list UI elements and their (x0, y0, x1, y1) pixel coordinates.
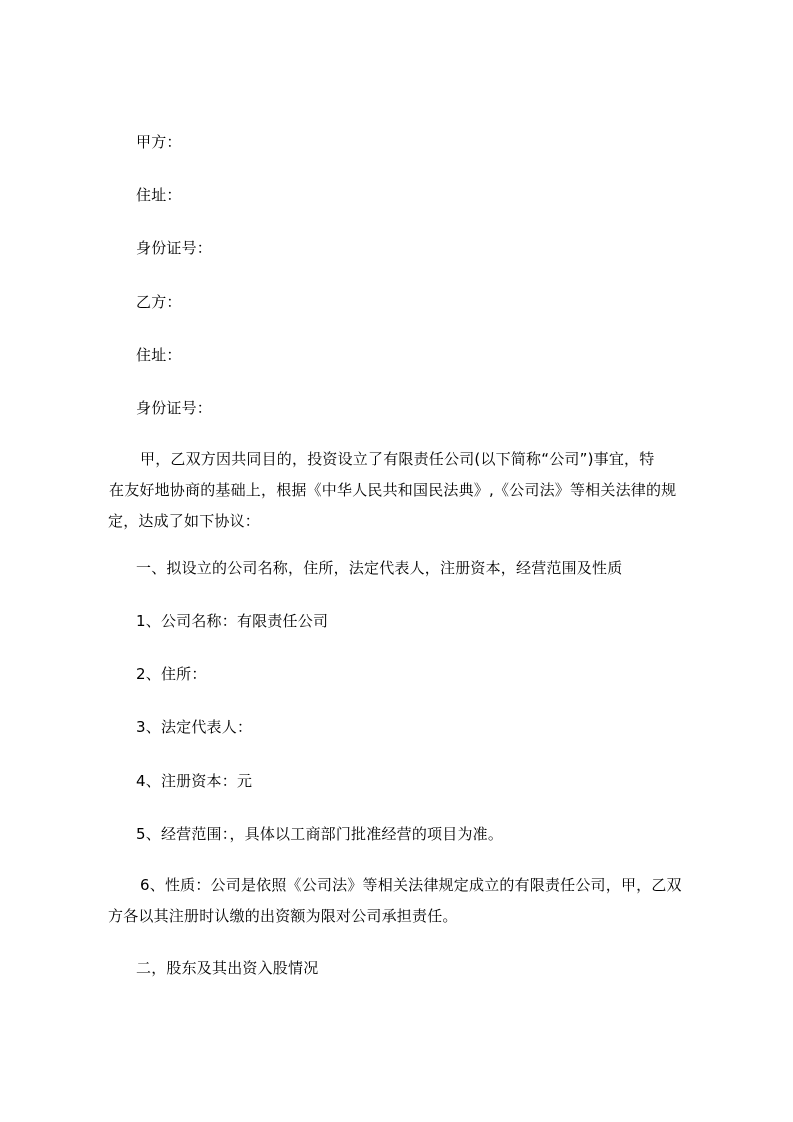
preamble-line-3: 定，达成了如下协议： (108, 512, 261, 530)
preamble-paragraph (0, 444, 793, 537)
item-6-line-2: 方各以其注册时认缴的出资额为限对公司承担责任。 (108, 907, 458, 925)
preamble-line-1: 甲，乙双方因共同目的，投资设立了有限责任公司(以下简称“公司”)事宜，特 (140, 450, 655, 468)
item-2-address: 2、住所： (136, 665, 207, 683)
item-5-business-scope: 5、经营范围：，具体以工商部门批准经营的项目为准。 (136, 825, 504, 843)
section-1-heading: 一、拟设立的公司名称，住所，法定代表人，注册资本，经营范围及性质 (136, 559, 623, 577)
item-1-company-name: 1、公司名称：有限责任公司 (136, 612, 329, 630)
item-4-registered-capital: 4、注册资本：元 (136, 772, 253, 790)
preamble-line-2: 在友好地协商的基础上，根据《中华人民共和国民法典》,《公司法》等相关法律的规 (109, 481, 677, 499)
party-a-id-label: 身份证号： (136, 239, 213, 257)
party-b-address-label: 住址： (136, 346, 182, 364)
party-b-id-label: 身份证号： (136, 399, 213, 417)
item-3-legal-representative: 3、法定代表人： (136, 718, 253, 736)
item-6-paragraph (0, 870, 793, 932)
party-a-label: 甲方： (136, 133, 182, 151)
section-2-heading: 二，股东及其出资入股情况 (136, 959, 319, 977)
item-6-line-1: 6、性质：公司是依照《公司法》等相关法律规定成立的有限责任公司，甲，乙双 (140, 876, 682, 894)
party-b-label: 乙方： (136, 293, 182, 311)
party-a-address-label: 住址： (136, 186, 182, 204)
